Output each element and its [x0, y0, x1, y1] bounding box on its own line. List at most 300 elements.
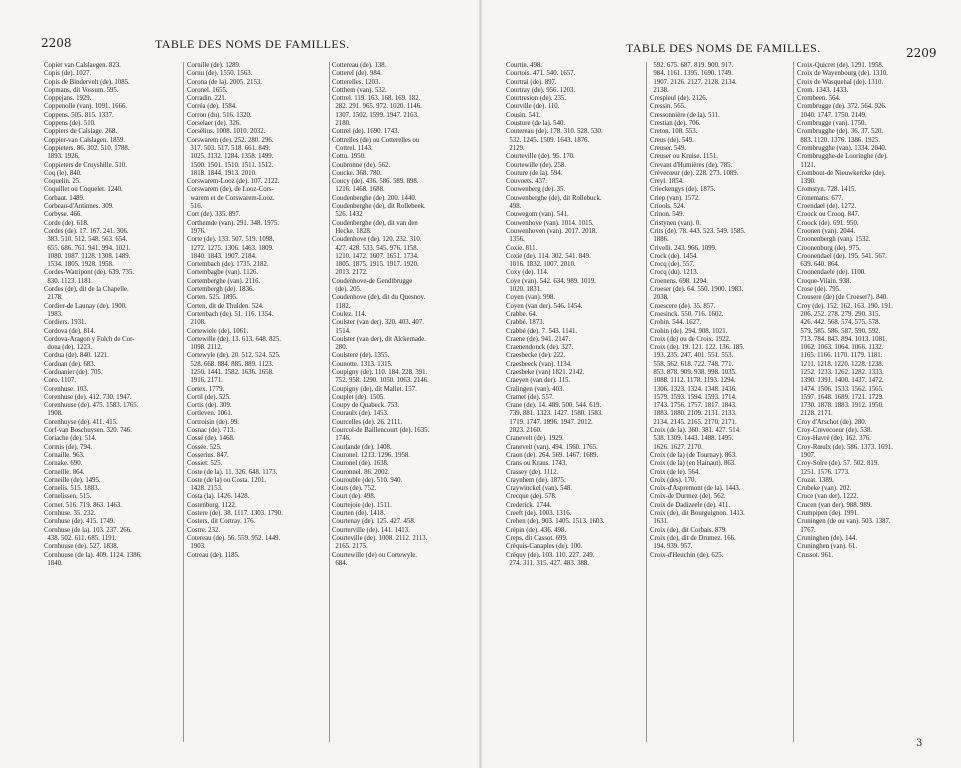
index-entry-line: Croendael (de). 1272.	[797, 203, 857, 211]
index-entry-line: Cottrel. 119. 163. 168. 169. 182.	[332, 95, 421, 103]
index-entry-line: 1020. 1831.	[506, 286, 542, 294]
index-entry-line: Coye (van). 542. 634. 989. 1019.	[506, 277, 596, 285]
index-entry-line: Crits (de). 78. 443. 523. 549. 1585.	[650, 227, 746, 235]
index-column-1	[506, 62, 644, 568]
index-entry-line: 1840. 1843. 1907. 2184.	[187, 252, 257, 260]
index-entry-line: Crevant d'Humières (de). 785.	[650, 161, 733, 169]
index-entry-line: Crohin. 544. 1627.	[650, 319, 702, 327]
index-entry-line: Croix (de), dit Bourguignon. 1413.	[650, 510, 745, 518]
index-entry-line: Cottrelles (de) ou Cotterelles ou	[332, 136, 420, 144]
index-entry-line: 438. 502. 611. 685. 1191.	[44, 534, 117, 542]
index-entry-line: 830. 1123. 1181.	[44, 277, 93, 285]
index-entry-line: Couwegom (van). 541.	[506, 211, 569, 219]
index-entry-line: Cortewyle (de). 20. 512. 524. 525.	[187, 352, 281, 360]
index-entry-line: Hecke. 1828.	[332, 227, 372, 235]
index-entry-line: 1210. 1472. 1607. 1651. 1734.	[332, 252, 419, 260]
index-entry-line: Cousin. 541.	[506, 111, 541, 119]
index-entry-line: Croy-Crevecoeur (de). 538.	[797, 427, 873, 435]
index-entry-line: Coq (le). 840.	[44, 169, 82, 177]
index-entry-line: Coyen (van der). 546. 1454.	[506, 302, 583, 310]
index-entry-line: 532. 1245. 1509. 1643. 1876.	[506, 136, 590, 144]
index-entry-line: 1579. 1593. 1594. 1593. 1714.	[650, 393, 737, 401]
index-entry-line: Crehen (de). 903. 1405. 1513. 1603.	[506, 518, 605, 526]
index-entry-line: Cramet (de). 557.	[506, 393, 554, 401]
column-divider	[329, 62, 330, 742]
index-entry-line: Crivelli. 243. 966. 1099.	[650, 244, 717, 252]
index-entry-line: 427. 428. 533. 545. 976. 1158.	[332, 244, 419, 252]
index-entry-line: Corenhuse (de). 412. 730. 1947.	[44, 393, 132, 401]
index-entry-line: Costers, dit Cortray. 176.	[187, 518, 256, 526]
index-entry-line: Copier van Calslaegen. 823.	[44, 62, 121, 69]
index-entry-line: Courteville (de). 1008. 2112. 2113.	[332, 534, 428, 542]
index-entry-line: Coupigny (de). 110. 184. 228. 391.	[332, 368, 428, 376]
index-entry-line: Cristynen (van). 0.	[650, 219, 701, 227]
index-entry-line: Croix de Dadizeele (de). 411.	[650, 501, 731, 509]
index-entry-line: Cornhuuse (de la). 409. 1124. 1386.	[44, 551, 142, 559]
index-entry-line: Crumpipen (de). 1991.	[797, 510, 859, 518]
index-entry-line: Coppenolle (van). 1091. 1666.	[44, 103, 128, 111]
index-entry-line: Crassey (de). 1112.	[506, 468, 559, 476]
index-entry-line: 1356.	[506, 236, 525, 244]
index-entry-line: Courteville (de). 95. 170.	[506, 153, 575, 161]
index-entry-line: 984. 1161. 1395. 1690. 1749.	[650, 70, 734, 78]
index-entry-line: 1883. 1880. 2109. 2131. 2133.	[650, 410, 737, 418]
index-entry-line: 592. 675. 687. 819. 900. 917.	[650, 62, 734, 69]
index-entry-line: Corswarem (de). 252. 280. 296.	[187, 136, 274, 144]
index-entry-line: Crane (de). 14. 489. 500. 544. 619.	[506, 402, 602, 410]
index-entry-line: Crépin (de). 436. 498.	[506, 526, 567, 534]
index-entry-line: 684.	[332, 559, 348, 567]
index-entry-line: Corswarem (de), de Looz-Cors-	[187, 186, 274, 194]
index-entry-line: Cruningen (de ou van). 503. 1387.	[797, 518, 891, 526]
index-entry-line: Crieckengys (de). 1875.	[650, 186, 716, 194]
index-entry-line: Croeser (de). 64. 550. 1900. 1983.	[650, 286, 744, 294]
index-entry-line: Crombeen. 564.	[797, 95, 841, 103]
index-entry-line: Cordua (de). 840. 1221.	[44, 352, 109, 360]
index-entry-line: Couwenberg (de). 35.	[506, 186, 566, 194]
index-entry-line: Croix de Wayenbourg (de). 1310.	[797, 70, 888, 78]
index-entry-line: Court (de). 498.	[332, 493, 376, 501]
index-entry-line: 1272. 1275. 1306. 1463. 1809.	[187, 244, 274, 252]
index-entry-line: Coppieters de Cruyshille. 510.	[44, 161, 127, 169]
index-entry-line: Créquis-Canaples (de). 100.	[506, 543, 583, 551]
index-entry-line: Croix (de) ou de Croix. 1922.	[650, 335, 731, 343]
index-entry-line: 1976.	[187, 227, 206, 235]
index-entry-line: Crespieul (de). 2126.	[650, 95, 708, 103]
index-entry-line: Crom. 1343. 1433.	[797, 86, 849, 94]
index-entry-line: Coppens. 505. 815. 1337.	[44, 111, 114, 119]
index-entry-line: warem et de Corswarem-Looz.	[187, 194, 275, 202]
index-entry-line: Coudenberghe (de), dit van den	[332, 219, 418, 227]
index-entry-line: 1534. 1805. 1928. 1958.	[44, 261, 114, 269]
index-entry-line: Cortenbach (de). 51. 116. 1354.	[187, 310, 274, 318]
index-entry-line: 1730. 1878. 1883. 1912. 1950.	[797, 402, 884, 410]
index-entry-line: 2178.	[44, 294, 63, 302]
index-entry-line: Croix (des). 170.	[650, 476, 697, 484]
index-entry-line: Crombrugge (de). 372. 564. 926.	[797, 103, 887, 111]
index-entry-line: 639. 640. 864.	[797, 261, 840, 269]
index-entry-line: Croix (de la) (en Hainaut). 863.	[650, 460, 736, 468]
index-entry-line: 1908.	[44, 410, 63, 418]
index-entry-line: 2134. 2145. 2165. 2170. 2171.	[650, 418, 737, 426]
index-entry-line: Courtray (de). 956. 1203.	[506, 86, 576, 94]
index-entry-line: Coucy (de). 436. 586. 589. 898.	[332, 178, 419, 186]
index-entry-line: Corenhuuse (de). 475. 1583. 1765.	[44, 402, 139, 410]
index-entry-line: Coudenhove-de Gendtbrugge	[332, 277, 413, 285]
index-entry-line: Cruninghen (de). 144.	[797, 534, 858, 542]
index-entry-line: Crestian (de). 706.	[650, 120, 701, 128]
index-entry-line: dona (de). 1223.	[44, 344, 92, 352]
index-entry-line: Crombout-de Nieuwkercke (de).	[797, 169, 886, 177]
index-entry-line: Crose (de). 795.	[797, 286, 841, 294]
index-entry-line: Cordova-Aragon y Folch de Cor-	[44, 335, 135, 343]
index-entry-line: Couwenhove (van). 1014. 1015.	[506, 219, 594, 227]
index-entry-line: Croque-Vilain. 938.	[797, 277, 852, 285]
index-entry-line: 1250. 1441. 1582. 1636. 1658.	[187, 368, 274, 376]
index-column-3	[332, 62, 474, 568]
index-entry-line: Croy (de). 152. 162. 163. 190. 191.	[797, 302, 893, 310]
index-entry-line: Cortembagbe (van). 1126.	[187, 269, 259, 277]
right-page	[481, 0, 961, 768]
index-entry-line: 280.	[332, 344, 348, 352]
index-entry-line: Courtresion (de). 235.	[506, 95, 567, 103]
index-entry-line: Coudenhove (de), dit du Quesnoy.	[332, 294, 426, 302]
index-entry-line: Corduan (de). 683.	[44, 360, 96, 368]
index-entry-line: Cromstyn. 728. 1415.	[797, 186, 857, 194]
index-entry-line: Cours (de). 752.	[332, 485, 377, 493]
index-entry-line: Coutereau (de). 178. 310. 528. 530.	[506, 128, 603, 136]
index-entry-line: Cortis (de). 309.	[187, 402, 232, 410]
index-entry-line: Courcol-de Baillencourt (de). 1635.	[332, 427, 430, 435]
index-entry-line: Couronel. 1213. 1296. 1958.	[332, 451, 410, 459]
index-entry-line: Cortleven. 1061.	[187, 410, 233, 418]
index-entry-line: Cotreau (de). 1185.	[187, 551, 240, 559]
index-entry-line: 1500. 1501. 1510. 1511. 1512.	[187, 161, 274, 169]
index-entry-line: Courtewille (de) ou Cortewyle.	[332, 551, 417, 559]
index-entry-line: Corswarem-Looz (de). 107. 2122.	[187, 178, 280, 186]
index-entry-line: 2129.	[506, 144, 525, 152]
index-entry-line: 1211. 1218. 1220. 1228. 1238.	[797, 360, 884, 368]
index-entry-line: Courcelles (de). 26. 2111.	[332, 418, 403, 426]
index-entry-line: Coppens (de). 510.	[44, 120, 96, 128]
index-entry-line: Corron (du). 516. 1320.	[187, 111, 252, 119]
index-entry-line: Coulstere (de). 1355.	[332, 352, 390, 360]
index-entry-line: Cornu (de). 1550. 1563.	[187, 70, 253, 78]
index-entry-line: Cousture (de la). 540.	[506, 120, 566, 128]
index-entry-line: Cressin. 565.	[650, 103, 686, 111]
index-entry-line: 193. 235. 247. 401. 551. 553.	[650, 352, 734, 360]
index-entry-line: Cralingen (van). 403.	[506, 385, 565, 393]
index-entry-line: 1907.	[797, 451, 816, 459]
index-entry-line: Couture (de la). 594.	[506, 169, 563, 177]
index-entry-line: Costa (la). 1426. 1428.	[187, 493, 250, 501]
index-entry-line: Corselaer (de). 326.	[187, 120, 241, 128]
index-entry-line: Couplet (de). 1505.	[332, 393, 385, 401]
index-entry-line: Costre. 232.	[187, 526, 221, 534]
index-entry-line: Cortewiele (de). 1061.	[187, 327, 249, 335]
index-entry-line: Corona (de la). 2005. 2153.	[187, 78, 262, 86]
index-entry-line: Cottrel. 1143.	[332, 144, 373, 152]
index-entry-line: 1805. 1875. 1915. 1917. 1920.	[332, 261, 419, 269]
index-entry-line: Crombrugghe-de Looringhe (de).	[797, 153, 888, 161]
index-entry-line: 1818. 1844. 1913. 2010.	[187, 169, 257, 177]
index-entry-line: 1306. 1323. 1324. 1348. 1436.	[650, 385, 737, 393]
index-entry-line: 853. 878. 909. 938. 998. 1035.	[650, 368, 737, 376]
index-entry-line: Cordiers. 1931.	[44, 319, 87, 327]
index-entry-line: Coubronne (de). 562.	[332, 161, 391, 169]
index-entry-line: Couwenhoven (van). 2017. 2018.	[506, 227, 597, 235]
index-entry-line: 516.	[187, 203, 203, 211]
index-entry-line: Coupy de Quabeck. 753.	[332, 402, 400, 410]
index-entry-line: 1907. 2126. 2127. 2128. 2134.	[650, 78, 737, 86]
index-entry-line: Corduanier (de). 705.	[44, 368, 103, 376]
index-entry-line: Cottereau (de). 138.	[332, 62, 387, 69]
index-entry-line: Croonenburg (de). 975.	[797, 244, 861, 252]
index-entry-line: Crocq (de). 557.	[650, 261, 695, 269]
index-entry-line: 1088. 1112. 1178. 1193. 1294.	[650, 377, 736, 385]
index-entry-line: Cortex. 1779.	[187, 385, 225, 393]
index-entry-line: Croix (de le). 564.	[650, 468, 701, 476]
index-entry-line: Corten, dit de Thulden. 524.	[187, 302, 264, 310]
index-entry-line: 2108.	[187, 319, 206, 327]
index-entry-line: Couvoets. 437.	[506, 178, 547, 186]
index-entry-line: Crederick. 1744.	[506, 501, 552, 509]
index-entry-line: Cornelis. 515. 1883.	[44, 485, 100, 493]
index-entry-line: Créquy (de). 103. 110. 227. 249.	[506, 551, 595, 559]
index-entry-line: 1983.	[44, 310, 63, 318]
index-entry-line: Crabbe. 64.	[506, 310, 538, 318]
index-entry-line: Creeft (de). 1003. 1316.	[506, 510, 572, 518]
index-entry-line: Corbyse. 466.	[44, 211, 82, 219]
index-entry-line: 426. 442. 568. 574. 575. 578.	[797, 319, 881, 327]
index-entry-line: Cortewille (de). 13. 613. 648. 825.	[187, 335, 282, 343]
index-entry-line: Courtois. 471. 540. 1657.	[506, 70, 576, 78]
index-entry-line: Coppier-van Calslagen. 1859.	[44, 136, 126, 144]
index-entry-line: Cordes (de). 17. 167. 241. 306.	[44, 227, 129, 235]
index-entry-line: Craywinckel (van). 548.	[506, 485, 573, 493]
index-entry-line: Cortembach (de). 1735. 2182.	[187, 261, 269, 269]
index-entry-line: Creus (de). 549.	[650, 136, 694, 144]
index-entry-line: Coudenberghe (de). 200. 1440.	[332, 194, 417, 202]
index-entry-line: Courouble (de). 510. 940.	[332, 476, 403, 484]
index-entry-line: Corsélius. 1008. 1010. 2032.	[187, 128, 266, 136]
index-entry-line: Coronel. 1655.	[187, 86, 228, 94]
index-entry-line: 194. 939. 957.	[650, 543, 693, 551]
index-column-1	[44, 62, 180, 568]
index-entry-line: Corenhuyse (de). 411. 415.	[44, 418, 118, 426]
index-entry-line: Cottrel (de). 1690. 1743.	[332, 128, 400, 136]
index-entry-line: Croock (de). 691. 950.	[797, 219, 859, 227]
index-entry-line: Cotterel (de). 984.	[332, 70, 382, 78]
index-entry-line: Coquelin. 25.	[44, 178, 81, 186]
index-entry-line: 1916. 2171.	[187, 377, 223, 385]
index-entry-line: 1216. 1468. 1688.	[332, 186, 385, 194]
index-entry-line: 1121.	[797, 161, 816, 169]
index-entry-line: Croix (de la) (de Tournay). 863.	[650, 451, 737, 459]
index-entry-line: Cossier. 525.	[187, 460, 223, 468]
index-entry-line: Cordier-de Launay (de). 1900.	[44, 302, 127, 310]
index-entry-line: Croix-Quicret (de). 1291. 1958.	[797, 62, 884, 69]
index-entry-line: 1743. 1756. 1757. 1817. 1843.	[650, 402, 737, 410]
index-entry-line: 1165. 1166. 1170. 1179. 1181.	[797, 352, 883, 360]
index-entry-line: Crohin (de). 294. 908. 1021.	[650, 327, 728, 335]
signature-mark: 3	[916, 738, 923, 749]
page-title: TABLE DES NOMS DE FAMILLES.	[626, 41, 821, 55]
index-entry-line: Corde (de). 618.	[44, 219, 89, 227]
index-entry-line: Coulez. 114.	[332, 310, 367, 318]
index-entry-line: Cotthem (van). 532.	[332, 86, 387, 94]
index-entry-line: Croix-de Durmez (de). 562.	[650, 493, 726, 501]
index-entry-line: Croix-d'Heuchin (de). 625.	[650, 551, 724, 559]
index-entry-line: 1474. 1506. 1533. 1562. 1565.	[797, 385, 884, 393]
index-entry-line: Courten (de). 1418.	[332, 510, 386, 518]
index-entry-line: Craesbecke (de). 222.	[506, 352, 566, 360]
index-entry-line: 655. 686. 761. 941. 994. 1021.	[44, 244, 131, 252]
index-entry-line: Courterville (de). 141. 1413.	[332, 526, 410, 534]
index-entry-line: Couronel (de). 1638.	[332, 460, 389, 468]
index-entry-line: Crombrugghe (van). 1334. 2040.	[797, 144, 887, 152]
index-entry-line: Croy-Solre (de). 57. 502. 819.	[797, 460, 879, 468]
page-title: TABLE DES NOMS DE FAMILLES.	[155, 37, 350, 51]
index-entry-line: Creton. 108. 553.	[650, 128, 698, 136]
index-entry-line: Cornaille. 963.	[44, 451, 85, 459]
index-entry-line: Crozat. 1389.	[797, 476, 834, 484]
index-entry-line: Couronnel. 86. 2002.	[332, 468, 390, 476]
index-entry-line: 383. 510. 512. 548. 563. 654.	[44, 236, 128, 244]
index-entry-line: Cornhuse (de). 415. 1749.	[44, 518, 115, 526]
index-entry-line: 558. 562. 618. 722. 748. 771.	[650, 360, 734, 368]
index-entry-line: Croonendaele (de). 1100.	[797, 269, 866, 277]
index-entry-line: Croock ou Crooq. 847.	[797, 211, 860, 219]
index-entry-line: 526. 1432	[332, 211, 363, 219]
index-entry-line: Cotterelles. 1203.	[332, 78, 381, 86]
index-entry-line: Courtewille (de). 258.	[506, 161, 567, 169]
index-entry-line: Craenendonck (de). 327.	[506, 344, 574, 352]
index-entry-line: Craon (de). 264. 569. 1467. 1689.	[506, 451, 599, 459]
index-entry-line: Cortil (de). 525.	[187, 393, 231, 401]
index-entry-line: Crabbé (de). 7. 543. 1141.	[506, 327, 578, 335]
index-entry-line: Creps, dit Cassot. 699.	[506, 534, 568, 542]
index-entry-line: Crèvecœur (de). 228. 273. 1089.	[650, 169, 739, 177]
index-entry-line: Cornille (de). 1289.	[187, 62, 241, 69]
index-entry-line: Crousere (de) (de Croeser?). 840.	[797, 294, 888, 302]
index-entry-line: Cosnac (de). 713.	[187, 427, 235, 435]
index-entry-line: 2013. 2172.	[332, 269, 368, 277]
index-entry-line: 1626. 1627. 2170.	[650, 443, 703, 451]
index-entry-line: 2138.	[650, 86, 669, 94]
index-entry-line: 1597. 1648. 1689. 1721. 1729.	[797, 393, 884, 401]
index-entry-line: 2180.	[332, 120, 351, 128]
index-entry-line: Cort (de). 335. 897.	[187, 211, 241, 219]
index-entry-line: Creyl. 1854.	[650, 178, 684, 186]
column-divider	[183, 62, 184, 742]
index-column-2	[187, 62, 327, 560]
index-entry-line: 1062. 1063. 1064. 1066. 1132.	[797, 344, 884, 352]
index-entry-line: Coro. 1107.	[44, 377, 77, 385]
index-entry-line: Croonen (van). 2044.	[797, 227, 856, 235]
index-entry-line: 752. 958. 1290. 1050. 1063. 2146.	[332, 377, 429, 385]
index-entry-line: Corbeau-d'Antinnes. 309.	[44, 203, 114, 211]
index-entry-line: Craesbeke (van) 1821. 2142.	[506, 368, 585, 376]
index-entry-line: Corneille (de). 1495.	[44, 476, 101, 484]
index-entry-line: 1631.	[650, 518, 669, 526]
index-entry-line: Cortemberghe (van). 2116.	[187, 277, 261, 285]
index-entry-line: Creuser. 549.	[650, 144, 687, 152]
index-entry-line: Coulster (van der), dit Alckemade.	[332, 335, 426, 343]
index-entry-line: Crombrugge (van). 1750.	[797, 120, 867, 128]
index-entry-line: Courtenay (de). 125. 427. 458.	[332, 518, 416, 526]
column-divider	[646, 62, 647, 742]
index-entry-line: Crombrugghe (de). 36. 37. 520.	[797, 128, 884, 136]
index-entry-line: Coxie (de). 114. 302. 541. 849.	[506, 252, 591, 260]
index-entry-line: Cordes (de), dit de la Chapelle.	[44, 286, 129, 294]
index-entry-line: 2128. 2171.	[797, 410, 833, 418]
page-number: 2209	[906, 46, 937, 60]
index-entry-line: Croy-Havré (de). 162. 376.	[797, 435, 871, 443]
index-entry-line: 2165. 2175.	[332, 543, 368, 551]
index-entry-line: Croix (de), dit de Drumez. 166.	[650, 534, 736, 542]
index-entry-line: Creuser ou Kruise. 1151.	[650, 153, 718, 161]
index-entry-line: Crock (de). 1454.	[650, 252, 698, 260]
index-entry-line: Coudenhove (de). 120. 232. 310.	[332, 236, 422, 244]
index-entry-line: Crucen (van der). 988. 989.	[797, 501, 872, 509]
index-entry-line: Cruninghen (van). 61.	[797, 543, 858, 551]
index-entry-line: Crecque (de). 578.	[506, 493, 557, 501]
index-column-2	[650, 62, 792, 560]
index-entry-line: Croy-Rœulx (de). 586. 1373. 1691.	[797, 443, 893, 451]
index-entry-line: 1893. 1926.	[44, 153, 80, 161]
index-entry-line: Croix (de). 19. 121. 122. 136. 185.	[650, 344, 745, 352]
index-entry-line: 1182.	[332, 302, 351, 310]
index-entry-line: 1080. 1087. 1128. 1308. 1489.	[44, 252, 131, 260]
index-entry-line: Costere (de). 38. 1117. 1303. 1790.	[187, 510, 283, 518]
index-entry-line: Coupigny (de), dit Mallet. 157.	[332, 385, 417, 393]
index-entry-line: Crans ou Kraus. 1743.	[506, 460, 567, 468]
index-entry-line: Couraulx (de). 1453.	[332, 410, 389, 418]
left-page	[0, 0, 480, 768]
index-entry-line: 538. 1309. 1443. 1488. 1495.	[650, 435, 734, 443]
index-entry-line: 1251. 1576. 1773.	[797, 468, 850, 476]
index-entry-line: Corenhuse. 103.	[44, 385, 89, 393]
index-entry-line: Croenens. 698. 1294.	[650, 277, 708, 285]
index-entry-line: Copmans, dit Vossum. 595.	[44, 86, 119, 94]
index-entry-line: Courtejoie (de). 1511.	[332, 501, 392, 509]
index-entry-line: 1040. 1747. 1750. 2149.	[797, 111, 867, 119]
index-entry-line: Croesinck. 550. 716. 1602.	[650, 310, 724, 318]
index-entry-line: Cranevelt (van). 494. 1560. 1765.	[506, 443, 598, 451]
index-column-3	[797, 62, 937, 560]
index-entry-line: 1252. 1233. 1262. 1282. 1333.	[797, 368, 884, 376]
index-entry-line: 274. 311. 315. 427. 483. 388.	[506, 559, 590, 567]
index-entry-line: (de). 205.	[332, 286, 362, 294]
index-entry-line: 1886.	[650, 236, 669, 244]
index-entry-line: Croix (de), dit Corbais. 879.	[650, 526, 727, 534]
index-entry-line: Corneille. 864.	[44, 468, 85, 476]
index-entry-line: Crubeke (van). 202.	[797, 485, 852, 493]
index-entry-line: 1016. 1832. 1007. 2010.	[506, 261, 576, 269]
column-divider	[793, 62, 794, 742]
index-entry-line: Crinon. 549.	[650, 211, 685, 219]
index-entry-line: 1307. 1502. 1599. 1947. 2163.	[332, 111, 419, 119]
index-entry-line: Copis (de). 1027.	[44, 70, 92, 78]
index-entry-line: 206. 252. 278. 279. 290. 315.	[797, 310, 881, 318]
index-entry-line: 1746.	[332, 435, 351, 443]
index-entry-line: Coppiers de Calslage. 268.	[44, 128, 118, 136]
index-entry-line: Cosserius. 847.	[187, 451, 229, 459]
index-entry-line: Coppejans. 1929.	[44, 95, 92, 103]
index-entry-line: Craesbeeck (van). 1134.	[506, 360, 572, 368]
index-entry-line: Crocq (du). 1213.	[650, 269, 699, 277]
